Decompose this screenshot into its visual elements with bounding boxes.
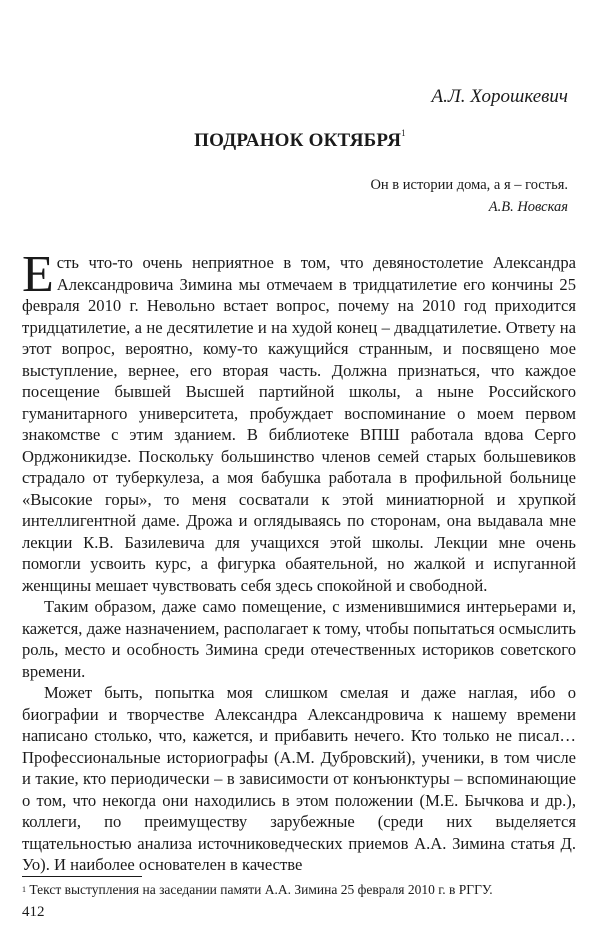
epigraph-quote: Он в истории дома, а я – гостья. bbox=[370, 177, 568, 193]
paragraph-1 bbox=[22, 246, 576, 596]
article-title bbox=[0, 130, 600, 152]
footnote bbox=[22, 881, 582, 899]
page-number: 412 bbox=[22, 904, 45, 920]
epigraph-source: А.В. Новская bbox=[488, 199, 568, 215]
footnote-text: Текст выступления на заседании памяти А.А. Зимина 25 февраля 2010 г. в РГГУ. bbox=[26, 882, 493, 897]
footnote-divider bbox=[22, 876, 142, 877]
paragraph-1-text: сть что-то очень неприятное в том, что девяностолетие Александра Александровича Зимина мы отмечаем в тридцатилетие его кончины 25 февраля 2010 г. Невольно встает вопрос, почему на 2010 год приходится тридцатилетие, а не десятилетие и на худой конец – двадцатилетие. Ответу на этот вопрос, вероятно, кому-то кажущийся странным, и посвящено мое выступление, вернее, его вторая часть. Должна признаться, что каждое посещение бывшей Высшей партийной школы, а ныне Российского гуманитарного университета, пробуждает воспоминание о моем первом знакомстве с этим зданием. В библиотеке ВПШ работала вдова Серго Орджоникидзе. Поскольку большинство членов семей старых большевиков страдало от туберкулеза, а моя бабушка работала в профильной больнице «Высокие горы», то меня сосватали к этой миниатюрной и хрупкой интеллигентной даме. Дрожа и оглядываясь по сторонам, она выдавала мне лекции К.В. Базилевича для учащихся этой школы. Лекции мне очень помогли усвоить курс, а фигурка обаятельной, но жалкой и испуганной женщины мешает чувствовать себя здесь спокойной и свободной. bbox=[22, 253, 576, 595]
author-name: А.Л. Хорошкевич bbox=[431, 86, 568, 107]
footnote-mark: 1 bbox=[22, 885, 26, 894]
epigraph bbox=[370, 174, 568, 218]
article-body bbox=[22, 246, 576, 876]
title-text: ПОДРАНОК ОКТЯБРЯ bbox=[194, 130, 402, 151]
paragraph-3: Может быть, попытка моя слишком смелая и даже наглая, ибо о биографии и творчестве Александра Александровича к нашему времени написано столько, что, кажется, и прибавить нечего. Кто только не писал… Профессиональные историографы (А.М. Дубровский), ученики, в том числе и такие, кто периодически – в зависимости от конъюнктуры – вспоминающие о том, что некогда они находились в этом положении (М.Е. Бычкова и др.), коллеги, по преимуществу зарубежные (среди них выделяется тщательностью анализа источниковедческих приемов А.А. Зимина статья Д. Уо). И наиболее основателен в качестве bbox=[22, 683, 576, 874]
paragraph-2: Таким образом, даже само помещение, с изменившимися интерьерами и, кажется, даже назначением, располагает к тому, чтобы попытаться осмыслить роль, место и особность Зимина среди отечественных историков советского времени. bbox=[22, 597, 576, 681]
title-footnote-mark: 1 bbox=[401, 128, 406, 138]
drop-cap: Е bbox=[22, 246, 54, 303]
